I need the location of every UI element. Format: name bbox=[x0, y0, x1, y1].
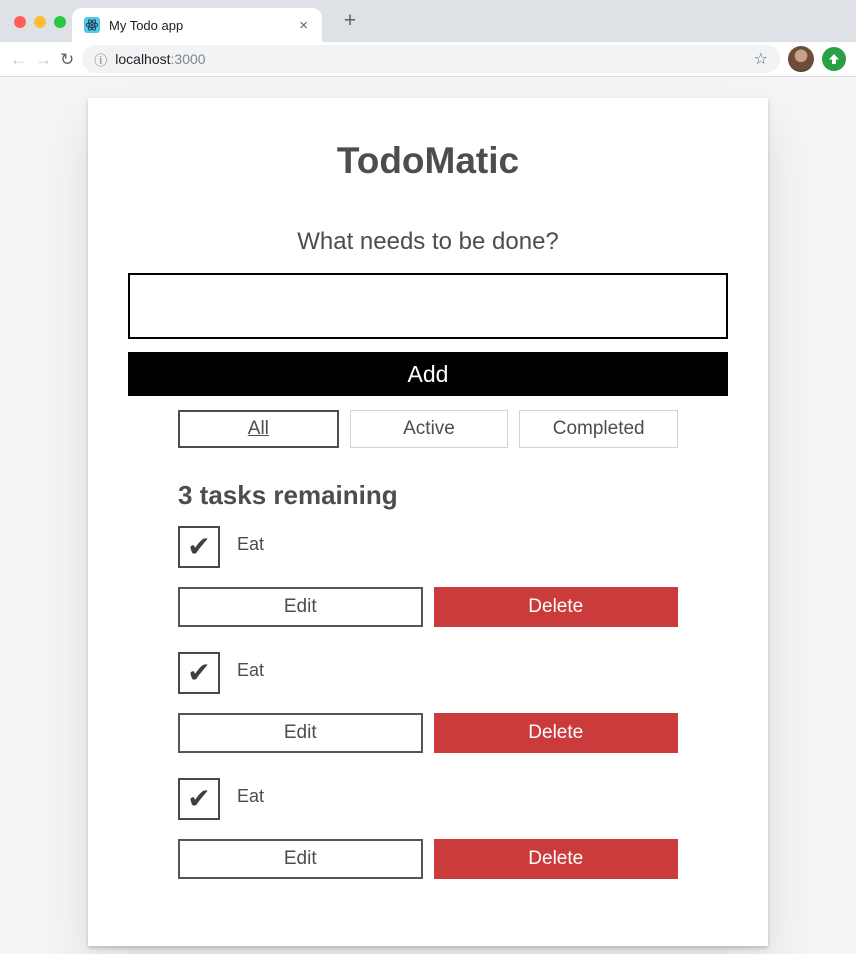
address-bar[interactable] bbox=[82, 45, 780, 73]
delete-task-button[interactable]: Delete bbox=[434, 587, 679, 627]
profile-avatar[interactable] bbox=[788, 46, 814, 72]
url-text bbox=[115, 51, 205, 67]
url-port: :3000 bbox=[170, 51, 206, 67]
task-buttons bbox=[178, 587, 678, 627]
url-host: localhost bbox=[115, 51, 171, 67]
filter-completed-button[interactable]: Completed bbox=[519, 410, 678, 448]
task-checkbox[interactable]: ✔ bbox=[178, 652, 220, 694]
new-tab-button[interactable]: + bbox=[343, 9, 357, 32]
filter-button-group bbox=[178, 410, 678, 448]
task-checkbox[interactable]: ✔ bbox=[178, 526, 220, 568]
task-view bbox=[178, 778, 678, 820]
add-task-button[interactable]: Add bbox=[128, 352, 728, 396]
edit-task-button[interactable]: Edit bbox=[178, 839, 423, 879]
site-info-icon[interactable]: ⓘ bbox=[94, 52, 108, 68]
filter-active-button[interactable]: Active bbox=[350, 410, 509, 448]
task-view bbox=[178, 652, 678, 694]
browser-toolbar bbox=[0, 42, 856, 77]
window-maximize-button[interactable] bbox=[54, 16, 66, 28]
back-icon[interactable]: ← bbox=[10, 49, 27, 69]
window-minimize-button[interactable] bbox=[34, 16, 46, 28]
task-buttons bbox=[178, 713, 678, 753]
browser-window bbox=[0, 0, 856, 77]
task-list bbox=[178, 526, 678, 879]
react-favicon-icon bbox=[84, 17, 100, 33]
forward-icon[interactable]: → bbox=[35, 49, 52, 69]
tab-title: My Todo app bbox=[109, 17, 184, 33]
window-close-button[interactable] bbox=[14, 16, 26, 28]
page-title: TodoMatic bbox=[336, 140, 520, 181]
delete-task-button[interactable]: Delete bbox=[434, 713, 679, 753]
task-label[interactable]: Eat bbox=[237, 786, 265, 806]
tab-close-icon[interactable]: × bbox=[299, 16, 308, 34]
browser-update-icon[interactable] bbox=[822, 47, 846, 71]
new-task-prompt: What needs to be done? bbox=[297, 228, 559, 255]
window-controls bbox=[14, 16, 66, 28]
browser-tab[interactable] bbox=[72, 8, 322, 42]
edit-task-button[interactable]: Edit bbox=[178, 713, 423, 753]
todo-app-card bbox=[88, 98, 768, 946]
task-buttons bbox=[178, 839, 678, 879]
tab-strip bbox=[0, 0, 856, 42]
bookmark-star-icon[interactable]: ☆ bbox=[753, 51, 768, 68]
reload-icon[interactable]: ↻ bbox=[60, 49, 75, 69]
task-row bbox=[178, 652, 678, 753]
task-label[interactable]: Eat bbox=[237, 534, 265, 554]
new-task-input[interactable] bbox=[128, 273, 728, 339]
tasks-remaining-heading: 3 tasks remaining bbox=[178, 480, 398, 510]
task-row bbox=[178, 526, 678, 627]
edit-task-button[interactable]: Edit bbox=[178, 587, 423, 627]
web-page bbox=[0, 77, 856, 954]
task-label[interactable]: Eat bbox=[237, 660, 265, 680]
task-checkbox[interactable]: ✔ bbox=[178, 778, 220, 820]
task-view bbox=[178, 526, 678, 568]
filter-all-button[interactable]: All bbox=[178, 410, 339, 448]
task-row bbox=[178, 778, 678, 879]
delete-task-button[interactable]: Delete bbox=[434, 839, 679, 879]
